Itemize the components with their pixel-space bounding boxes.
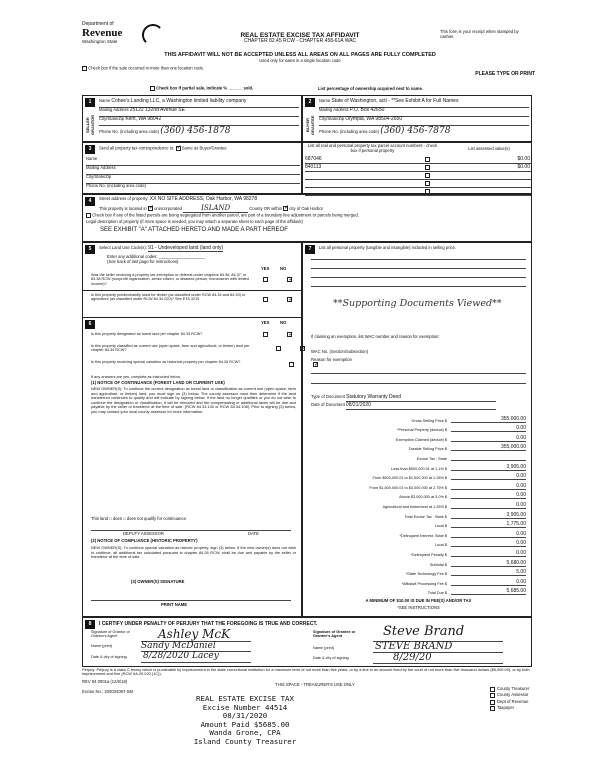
please-type: PLEASE TYPE OR PRINT xyxy=(475,71,535,77)
seller-phone-label: Phone No. (including area code) xyxy=(99,129,160,134)
property-section xyxy=(82,194,532,242)
owner-sig-label: (3) OWNER(S) SIGNATURE xyxy=(131,579,185,584)
s5-q1-yes[interactable] xyxy=(263,277,268,282)
does-not-qualify: This land □ does □ does not qualify for continuance. xyxy=(91,516,188,521)
seller-phone[interactable]: (360) 456-1878 xyxy=(160,126,231,136)
segregated-checkbox[interactable] xyxy=(86,213,91,218)
county-name[interactable]: ISLAND xyxy=(183,204,248,213)
grantor-sig-label: Signature of Grantor or Grantor's Agent xyxy=(91,630,130,639)
tax-line-label: *Delinquent Interest: State $ xyxy=(399,533,447,538)
s6-q1-yes[interactable] xyxy=(263,332,268,337)
tax-line-label: Total Excise Tax : State $ xyxy=(404,514,447,519)
multi-location-label: Check box if the sale occurred in more than one location code. xyxy=(88,65,205,71)
buyer-section xyxy=(302,95,532,142)
deputy-date-label: DATE xyxy=(248,531,259,536)
segregated-label: Check box if any of the listed parcels are being segregated from another parcel, are part of a boundary line adjustment or parcels being merged. xyxy=(92,212,359,218)
seller-city-label: City/State/Zip xyxy=(99,116,125,121)
s6-q2-no[interactable]: ✓ xyxy=(301,346,307,353)
tax-line-label: Less than $500,000.01 at 1.1% $ xyxy=(391,466,447,471)
buyer-mailing[interactable]: P.O. Box 42650 xyxy=(349,107,385,113)
seller-city[interactable]: Kent, WA 98042 xyxy=(125,116,162,122)
stamp-line: Amount Paid $5685.00 xyxy=(200,719,290,729)
located-in-label: This property is located in xyxy=(99,206,147,211)
wac-label: WAC No. (Section/Subsection) xyxy=(311,349,369,354)
see-instructions: *SEE INSTRUCTIONS xyxy=(397,605,440,610)
s6-q1: Is this property designated as forest land per chapter 84.33 RCW? xyxy=(91,332,203,336)
grantee-date-label: Date & city of signing xyxy=(313,656,349,660)
unincorporated-label: unincorporated xyxy=(154,206,182,211)
tax-line-label: *State Technology Fee $ xyxy=(405,572,447,577)
tax-line-value[interactable]: 3,905.00 xyxy=(451,512,526,519)
certification-section xyxy=(82,617,532,667)
personal-property-label: List all personal property (tangible and intangible) included in selling price. xyxy=(319,245,457,250)
stamp-line: REAL ESTATE EXCISE TAX xyxy=(196,694,294,703)
logo-line3: Washington State xyxy=(82,38,118,44)
tax-line-label: *Delinquent Penalty $ xyxy=(410,552,447,557)
corr-phone-label[interactable]: Phone No. (including area code) xyxy=(86,183,147,188)
account-row xyxy=(305,164,531,172)
section-7-badge: 7 xyxy=(305,245,315,254)
partial-sale-row xyxy=(150,86,300,91)
tax-line-value[interactable]: 0.00 xyxy=(451,492,526,499)
s6-yes-header: YES xyxy=(261,320,270,325)
seller-side-label: SELLER GRANTOR xyxy=(85,114,95,136)
seller-mailing-label: Mailing Address xyxy=(99,107,129,112)
additional-codes[interactable]: Enter any additional codes: ____________________ xyxy=(107,254,206,259)
copy-label: Dept of Revenue xyxy=(497,698,529,704)
tax-line-value[interactable]: 5.00 xyxy=(451,569,526,576)
form-note: Used only for sales in a single location code xyxy=(259,58,341,63)
receipt-note: This form is your receipt when stamped by cashier. xyxy=(440,29,519,39)
accounts-section xyxy=(302,142,532,194)
buyer-name[interactable]: State of Washington, acti - **See Exhibit A for Full Names xyxy=(331,98,459,104)
assessed-value[interactable]: $0.00 xyxy=(517,163,530,170)
tax-line xyxy=(311,432,526,442)
treasurer-only: THIS SPACE - TREASURER'S USE ONLY xyxy=(275,682,355,687)
tax-line xyxy=(311,480,526,490)
tax-line-value[interactable]: 0.00 xyxy=(451,483,526,490)
doc-date-label: Date of Document xyxy=(311,402,345,407)
send-label: Send all property tax correspondence to: xyxy=(99,145,175,151)
s5-q2-no[interactable]: ✓ xyxy=(288,297,294,304)
form-subtitle: CHAPTER 82.45 RCW - CHAPTER 458-61A WAC xyxy=(243,38,357,44)
deputy-assessor-label: DEPUTY ASSESSOR xyxy=(123,531,164,536)
stamp-line: Island County Treasurer xyxy=(193,736,297,746)
tax-line-value[interactable]: 355,000.00 xyxy=(451,444,526,451)
copy-label: Taxpayer xyxy=(497,705,514,711)
s6-q3: Is this property receiving special valuation as historical property per chapter 84.26 RCW? xyxy=(91,360,241,364)
multi-location-row xyxy=(82,66,212,71)
tax-line xyxy=(311,413,526,423)
tax-line xyxy=(311,547,526,557)
tax-line xyxy=(311,509,526,519)
personal-property-checkbox[interactable] xyxy=(425,173,430,178)
s5-q1-no[interactable]: ✓ xyxy=(288,277,294,284)
logo-swoosh-icon xyxy=(142,24,164,46)
section-1-badge: 1 xyxy=(85,98,95,107)
copy-row xyxy=(490,706,550,713)
tax-line xyxy=(311,499,526,509)
tax-line-value[interactable]: 0.00 xyxy=(451,473,526,480)
city-checkbox[interactable]: ✓ xyxy=(284,205,290,212)
tax-line-label: *Personal Property (deduct) $ xyxy=(396,428,447,433)
tax-line-label: Local $ xyxy=(434,524,447,529)
logo-line1: Department of xyxy=(82,21,114,27)
treasurer-stamp xyxy=(160,695,330,746)
legal-desc-label: Legal description of property (if more space is needed, you may attach a separate sheet to each page of the affidavit) xyxy=(86,219,303,224)
tax-line-value[interactable]: 1,775.00 xyxy=(451,521,526,528)
excise-no: Excise No.: 200034097-SM xyxy=(82,689,133,694)
certify-text: I CERTIFY UNDER PENALTY OF PERJURY THAT THE FOREGOING IS TRUE AND CORRECT. xyxy=(99,621,318,627)
tax-line-value[interactable]: 355,000.00 xyxy=(451,416,526,423)
tax-line-label: Local $ xyxy=(434,543,447,548)
tax-line-label: Taxable Selling Price $ xyxy=(408,447,447,452)
account-row-empty[interactable] xyxy=(305,172,531,180)
grantee-name-label: Name (print) xyxy=(313,646,335,650)
section-8-badge: 8 xyxy=(85,620,95,629)
yes-header: YES xyxy=(261,266,270,271)
grantor-name[interactable]: Sandy McDaniel xyxy=(141,641,216,651)
same-as-label: Same as Buyer/Grantee xyxy=(181,145,227,151)
corr-mailing-label[interactable]: Mailing Address xyxy=(86,166,300,175)
s6-q3-no[interactable]: ✓ xyxy=(313,362,319,369)
account-number[interactable]: 687046 xyxy=(305,155,322,162)
buyer-phone[interactable]: (360) 456-7878 xyxy=(380,126,451,136)
section-2-badge: 2 xyxy=(305,98,315,107)
logo-line2: Revenue xyxy=(82,26,123,39)
account-number[interactable]: 840113 xyxy=(305,163,322,170)
grantor-name-label: Name (print) xyxy=(91,644,113,648)
tax-line xyxy=(311,586,526,596)
s6-q2: Is this property classified as current use (open space, farm and agricultural, or timber) land per chapter 84.34 RCW? xyxy=(91,344,250,353)
tax-line-label: From $1,500,000.01 to $3,000,000 at 2.75% $ xyxy=(369,485,447,490)
tax-line-label: From $500,000.01 to $1,500,000 at 1.28% $ xyxy=(372,476,447,481)
section-3-badge: 3 xyxy=(85,145,95,154)
tax-line-value[interactable]: 5,680.00 xyxy=(451,560,526,567)
grantor-date-label: Date & city of signing xyxy=(91,655,127,659)
tax-line-value[interactable]: 5,685.00 xyxy=(451,588,526,595)
copy-label: County Treasurer xyxy=(497,685,530,691)
section-4-badge: 4 xyxy=(85,197,95,206)
section-5-badge: 5 xyxy=(85,245,95,254)
tax-line-value[interactable]: 3,905.00 xyxy=(451,464,526,471)
tax-line xyxy=(311,567,526,577)
grantor-signature[interactable]: Ashley McK xyxy=(158,627,231,641)
copy-checkbox[interactable] xyxy=(490,706,495,711)
same-as-checkbox[interactable]: ✓ xyxy=(176,145,182,151)
tax-line-value[interactable]: 0.00 xyxy=(451,425,526,432)
if-yes-note: If any answers are yes, complete as instructed below. xyxy=(91,375,181,379)
print-name-label: PRINT NAME xyxy=(161,602,188,607)
tax-line xyxy=(311,528,526,538)
doc-type[interactable]: Statutory Warranty Deed xyxy=(346,395,496,402)
tax-line-value[interactable]: 0.00 xyxy=(451,502,526,509)
tax-line xyxy=(311,519,526,529)
see-back-note: (See back of last page for instructions) xyxy=(107,258,179,264)
tax-line-label: Gross Selling Price $ xyxy=(411,418,447,423)
personal-property-checkbox[interactable] xyxy=(425,165,430,170)
s6-q3-yes[interactable] xyxy=(289,362,294,367)
tax-calculation xyxy=(311,413,526,595)
notice1-title: (1) NOTICE OF CONTINUANCE (FOREST LAND OR CURRENT USE) xyxy=(91,380,225,385)
tax-line-value[interactable] xyxy=(451,460,526,461)
exemption-label: If claiming an exemption, list WAC number and reason for exemption: xyxy=(311,334,440,339)
seller-mailing[interactable]: 25122 132nd Avenue SE xyxy=(129,107,185,113)
tax-line-label: Excise Tax : State xyxy=(416,456,447,461)
stamp-line: 08/31/2020 xyxy=(222,711,268,721)
tax-line xyxy=(311,576,526,586)
s5-q2-yes[interactable] xyxy=(263,297,268,302)
tax-line-value[interactable]: 0.00 xyxy=(451,579,526,586)
tax-line xyxy=(311,423,526,433)
grantee-sig-label: Signature of Grantee or Grantee's Agent xyxy=(313,630,356,639)
tax-line-label: Subtotal $ xyxy=(429,562,447,567)
partial-sale-checkbox[interactable] xyxy=(150,86,155,91)
account-row-empty[interactable] xyxy=(305,180,531,188)
tax-line-label: *Affidavit Processing Fee $ xyxy=(401,581,447,586)
copy-checkbox[interactable] xyxy=(490,700,495,705)
continuance-section xyxy=(82,317,319,617)
tax-line-label: Above $3,000,000 at 3.0% $ xyxy=(399,495,447,500)
personal-property-checkbox[interactable] xyxy=(425,181,430,186)
seller-name[interactable]: Cohee's Landing LLC, a Washington limited liability company xyxy=(111,98,247,104)
tax-line xyxy=(311,471,526,481)
assessed-header: List assessed value(s) xyxy=(468,146,510,151)
doc-type-label: Type of Document xyxy=(311,394,345,399)
tax-line-value[interactable]: 0.00 xyxy=(451,540,526,547)
unincorporated-checkbox[interactable]: ✓ xyxy=(148,205,154,212)
copy-checkbox[interactable] xyxy=(490,687,495,692)
legal-exhibit[interactable]: SEE EXHIBIT "A" ATTACHED HERETO AND MADE A PART HEREOF xyxy=(100,227,288,233)
accounts-header: List all real and personal property tax parcel account numbers - check box if personal property xyxy=(307,143,438,153)
tax-line-label: Total Due $ xyxy=(427,591,447,596)
county-suffix: County OR within xyxy=(249,206,282,211)
grantee-name[interactable]: STEVE BRAND xyxy=(375,641,453,652)
ownership-pct-label: List percentage of ownership acquired next to name. xyxy=(318,86,423,91)
form-title-block xyxy=(170,32,430,45)
tax-line xyxy=(311,557,526,567)
city-of-label: city of Oak Harbor xyxy=(289,206,324,211)
partial-sale-label: Check box if partial sale, indicate % ______ sold. xyxy=(156,85,254,91)
seller-name-label: Name xyxy=(99,98,111,103)
personal-property-section xyxy=(302,242,532,617)
stamp-line: Excise Number 44514 xyxy=(202,702,288,712)
corr-city-label[interactable]: City/State/Zip xyxy=(86,175,300,184)
personal-property-checkbox[interactable] xyxy=(425,157,430,162)
s5-q1: Was the seller receiving a property tax exemption or deferral under chapters 84.36, 84.37, or 84.38 RCW (nonprofit organization, senior citizen, or disabled person, homeowner with limited income)? xyxy=(91,273,249,286)
land-use-code[interactable]: 91 - Undeveloped land (land only) xyxy=(148,245,224,251)
buyer-city-label: City/State/Zip xyxy=(319,116,345,121)
buyer-side-label: BUYER GRANTEE xyxy=(305,115,315,135)
buyer-city[interactable]: Olympia, WA 98504-2650 xyxy=(345,116,403,122)
doc-date[interactable]: 08/21/2020 xyxy=(346,403,496,410)
minimum-note: A MINIMUM OF $10.00 IS DUE IN FEE(S) AND/OR TAX xyxy=(365,598,472,603)
form-warning: THIS AFFIDAVIT WILL NOT BE ACCEPTED UNLESS ALL AREAS ON ALL PAGES ARE FULLY COMPLETED xyxy=(164,52,436,58)
tax-line xyxy=(311,538,526,548)
grantee-signature[interactable]: Steve Brand xyxy=(383,624,465,639)
notice1-text: NEW OWNER(S): To continue the current designation as forest land or classification as current use (open space, farm and agriculture, or timber) land, you must sign on (3) below. The county assessor must then determine if the land transferred continues to qualify and will indicate by signing below. If the land no longer qualifies or you do not wish to continue the designation or classification, it will be removed and the compensating or additional taxes will be due and payable by the seller or transferor at the time of sale. (RCW 84.33.140 or RCW 84.34.108). Prior to signing (3) below, you may contact your local county assessor for more information. xyxy=(91,386,296,415)
tax-line-label: Exemption Claimed (deduct) $ xyxy=(395,437,447,442)
correspondence-section xyxy=(82,142,302,194)
s5-q2-block xyxy=(82,291,302,317)
notice2-title: (2) NOTICE OF COMPLIANCE (HISTORIC PROPERTY) xyxy=(91,538,198,543)
section-6-badge: 6 xyxy=(85,320,95,329)
grantor-date-city[interactable]: 8/28/2020 Lacey xyxy=(143,651,219,661)
multi-location-checkbox[interactable] xyxy=(82,66,87,71)
tax-line-value[interactable]: 0.00 xyxy=(451,550,526,557)
copy-label: County Assessor xyxy=(497,692,529,698)
buyer-phone-label: Phone No. (including area code) xyxy=(319,129,380,134)
s5-q2: Is this property predominantly used for timber (as classified under RCW 84.34 and 84.33) or agriculture (as classified under RCW 84.34.020)? See ETA 3215 xyxy=(91,293,246,302)
tax-line xyxy=(311,442,526,452)
copy-distribution xyxy=(490,686,550,712)
reason-label: Reason for exemption xyxy=(311,357,352,362)
perjury-note: Perjury: Perjury is a class C felony which is punishable by imprisonment in the state correctional institution for a maximum term of not more than five years, or by a fine in an amount fixed by the court of not more than five thousand dollars ($5,000.00), or by both imprisonment and fine (RCW 9A.20.020 (1C)). xyxy=(82,667,530,677)
buyer-mailing-label: Mailing Address xyxy=(319,107,349,112)
notice2-text: NEW OWNER(S): To continue special valuation as historic property, sign (3) below. If the new owner(s) does not wish to continue, all additional tax calculated pursuant to chapter 84.26 RCW, shall be due and payable by the seller or transferor at the time of sale. xyxy=(91,545,296,560)
s6-q2-yes[interactable] xyxy=(276,346,281,351)
no-header: NO xyxy=(280,266,287,271)
buyer-name-label: Name xyxy=(319,98,331,103)
corr-name-label[interactable]: Name xyxy=(86,157,300,166)
land-use-section xyxy=(82,242,302,291)
grantee-date[interactable]: 8/29/20 xyxy=(393,652,432,663)
tax-line-value[interactable]: 0.00 xyxy=(451,435,526,442)
tax-line xyxy=(311,461,526,471)
street-label: Street address of property: xyxy=(99,196,149,201)
street-address[interactable]: XX NO SITE ADDRESS, Oak Harbor, WA 98278 xyxy=(149,196,258,202)
supporting-docs-stamp: **Supporting Documents Viewed** xyxy=(333,298,502,309)
stamp-line: Wanda Grone, CPA xyxy=(209,728,281,738)
tax-line-label: Agricultural and timberland at 1.28% $ xyxy=(382,504,447,509)
tax-line xyxy=(311,451,526,461)
assessed-value[interactable]: $0.00 xyxy=(517,155,530,162)
rev-number: REV 84 0001a (12/6/18) xyxy=(82,679,128,684)
copy-checkbox[interactable] xyxy=(490,693,495,698)
account-row xyxy=(305,156,531,164)
seller-section xyxy=(82,95,302,142)
form-title: REAL ESTATE EXCISE TAX AFFIDAVIT xyxy=(240,32,360,39)
land-use-label: Select Land Use Code(s): xyxy=(99,245,147,250)
s6-q1-no[interactable]: ✓ xyxy=(288,332,294,339)
s6-no-header: NO xyxy=(280,320,287,325)
tax-line-value[interactable]: 0.00 xyxy=(451,531,526,538)
tax-line xyxy=(311,490,526,500)
